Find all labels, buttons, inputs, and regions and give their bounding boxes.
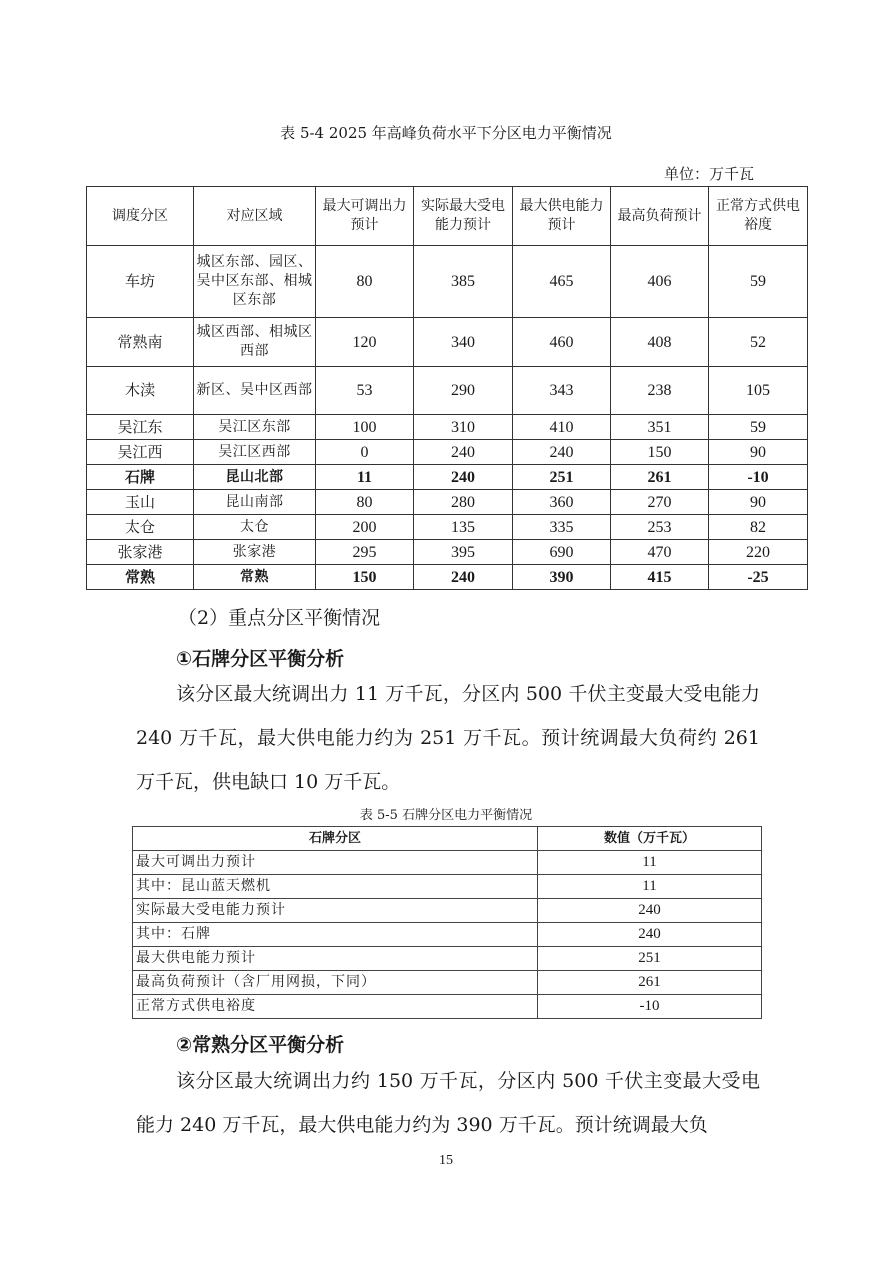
paragraph-changshu	[136, 1059, 760, 1147]
max-output-cell: 100	[316, 415, 414, 440]
max-output-cell: 0	[316, 440, 414, 465]
area-cell: 太仓	[194, 515, 316, 540]
zone-cell: 太仓	[87, 515, 194, 540]
zone-cell: 常熟	[87, 565, 194, 590]
max-output-cell: 80	[316, 490, 414, 515]
margin-cell: 220	[709, 540, 808, 565]
max-receive-cell: 280	[414, 490, 513, 515]
item-cell: 其中：石牌	[133, 923, 538, 947]
header-peak-load: 最高负荷预计	[611, 187, 709, 246]
header-zone: 调度分区	[87, 187, 194, 246]
max-receive-cell: 290	[414, 367, 513, 415]
max-output-cell: 200	[316, 515, 414, 540]
max-output-cell: 295	[316, 540, 414, 565]
header-max-output: 最大可调出力预计	[316, 187, 414, 246]
area-cell: 吴江区东部	[194, 415, 316, 440]
max-output-cell: 80	[316, 246, 414, 318]
max-receive-cell: 310	[414, 415, 513, 440]
table-row	[133, 995, 762, 1019]
peak-load-cell: 406	[611, 246, 709, 318]
table-row	[87, 515, 808, 540]
max-receive-cell: 385	[414, 246, 513, 318]
peak-load-cell: 150	[611, 440, 709, 465]
zone-cell: 木渎	[87, 367, 194, 415]
peak-load-cell: 261	[611, 465, 709, 490]
table-row	[87, 490, 808, 515]
max-supply-cell: 690	[513, 540, 611, 565]
table-header-row	[133, 827, 762, 851]
max-supply-cell: 410	[513, 415, 611, 440]
table1-caption: 表 5-4 2025 年高峰负荷水平下分区电力平衡情况	[280, 124, 612, 142]
subsection-heading-changshu: ②常熟分区平衡分析	[176, 1034, 345, 1056]
table-row	[133, 971, 762, 995]
item-cell: 实际最大受电能力预计	[133, 899, 538, 923]
paragraph-shipai	[136, 672, 760, 804]
table-row	[87, 318, 808, 367]
table-row	[133, 851, 762, 875]
area-cell: 城区西部、相城区西部	[194, 318, 316, 367]
value-cell: 240	[538, 923, 762, 947]
area-cell: 吴江区西部	[194, 440, 316, 465]
margin-cell: -10	[709, 465, 808, 490]
zone-cell: 石牌	[87, 465, 194, 490]
header-value: 数值（万千瓦）	[538, 827, 762, 851]
peak-load-cell: 238	[611, 367, 709, 415]
margin-cell: 59	[709, 246, 808, 318]
table-row	[87, 440, 808, 465]
max-receive-cell: 395	[414, 540, 513, 565]
margin-cell: 82	[709, 515, 808, 540]
paragraph-text: 该分区最大统调出力 11 万千瓦，分区内 500 千伏主变最大受电能力 240 万千瓦，最大供电能力约为 251 万千瓦。预计统调最大负荷约 261 万千瓦，供电缺口 10 万千瓦。	[136, 683, 760, 793]
margin-cell: 52	[709, 318, 808, 367]
area-cell: 城区东部、园区、吴中区东部、相城区东部	[194, 246, 316, 318]
table-row-highlighted	[87, 565, 808, 590]
area-cell: 张家港	[194, 540, 316, 565]
table-row	[133, 875, 762, 899]
table-row	[87, 367, 808, 415]
section-heading: （2）重点分区平衡情况	[178, 607, 381, 629]
table-row	[87, 415, 808, 440]
value-cell: -10	[538, 995, 762, 1019]
table-row	[87, 540, 808, 565]
header-max-receive: 实际最大受电能力预计	[414, 187, 513, 246]
value-cell: 240	[538, 899, 762, 923]
header-area: 对应区域	[194, 187, 316, 246]
table2-caption: 表 5-5 石牌分区电力平衡情况	[359, 808, 533, 823]
item-cell: 最高负荷预计（含厂用网损，下同）	[133, 971, 538, 995]
item-cell: 最大供电能力预计	[133, 947, 538, 971]
area-cell: 昆山北部	[194, 465, 316, 490]
max-output-cell: 150	[316, 565, 414, 590]
header-item: 石牌分区	[133, 827, 538, 851]
peak-load-cell: 408	[611, 318, 709, 367]
zone-cell: 玉山	[87, 490, 194, 515]
value-cell: 261	[538, 971, 762, 995]
max-supply-cell: 251	[513, 465, 611, 490]
margin-cell: 90	[709, 490, 808, 515]
margin-cell: 90	[709, 440, 808, 465]
max-supply-cell: 390	[513, 565, 611, 590]
item-cell: 最大可调出力预计	[133, 851, 538, 875]
paragraph-text: 该分区最大统调出力约 150 万千瓦，分区内 500 千伏主变最大受电能力 240 万千瓦，最大供电能力约为 390 万千瓦。预计统调最大负	[136, 1070, 760, 1136]
peak-load-cell: 415	[611, 565, 709, 590]
header-margin: 正常方式供电裕度	[709, 187, 808, 246]
table-row	[87, 246, 808, 318]
page-number: 15	[439, 1153, 453, 1168]
value-cell: 11	[538, 851, 762, 875]
subsection-heading-shipai: ①石牌分区平衡分析	[176, 648, 345, 670]
max-supply-cell: 240	[513, 440, 611, 465]
table-row-highlighted	[87, 465, 808, 490]
max-supply-cell: 460	[513, 318, 611, 367]
peak-load-cell: 253	[611, 515, 709, 540]
table-row	[133, 923, 762, 947]
max-receive-cell: 240	[414, 440, 513, 465]
max-output-cell: 53	[316, 367, 414, 415]
max-output-cell: 120	[316, 318, 414, 367]
table-row	[133, 947, 762, 971]
zone-cell: 吴江东	[87, 415, 194, 440]
area-cell: 新区、吴中区西部	[194, 367, 316, 415]
zone-balance-table	[86, 186, 808, 590]
shipai-balance-table	[132, 826, 762, 1019]
margin-cell: -25	[709, 565, 808, 590]
max-receive-cell: 135	[414, 515, 513, 540]
table-row	[133, 899, 762, 923]
max-supply-cell: 335	[513, 515, 611, 540]
margin-cell: 59	[709, 415, 808, 440]
max-receive-cell: 340	[414, 318, 513, 367]
value-cell: 251	[538, 947, 762, 971]
margin-cell: 105	[709, 367, 808, 415]
zone-cell: 张家港	[87, 540, 194, 565]
area-cell: 昆山南部	[194, 490, 316, 515]
item-cell: 正常方式供电裕度	[133, 995, 538, 1019]
peak-load-cell: 470	[611, 540, 709, 565]
item-cell: 其中：昆山蓝天燃机	[133, 875, 538, 899]
peak-load-cell: 351	[611, 415, 709, 440]
value-cell: 11	[538, 875, 762, 899]
table-header-row	[87, 187, 808, 246]
max-supply-cell: 465	[513, 246, 611, 318]
area-cell: 常熟	[194, 565, 316, 590]
zone-cell: 车坊	[87, 246, 194, 318]
max-output-cell: 11	[316, 465, 414, 490]
max-supply-cell: 343	[513, 367, 611, 415]
zone-cell: 常熟南	[87, 318, 194, 367]
max-supply-cell: 360	[513, 490, 611, 515]
zone-cell: 吴江西	[87, 440, 194, 465]
max-receive-cell: 240	[414, 565, 513, 590]
table1-unit: 单位：万千瓦	[664, 165, 755, 183]
peak-load-cell: 270	[611, 490, 709, 515]
header-max-supply: 最大供电能力预计	[513, 187, 611, 246]
max-receive-cell: 240	[414, 465, 513, 490]
